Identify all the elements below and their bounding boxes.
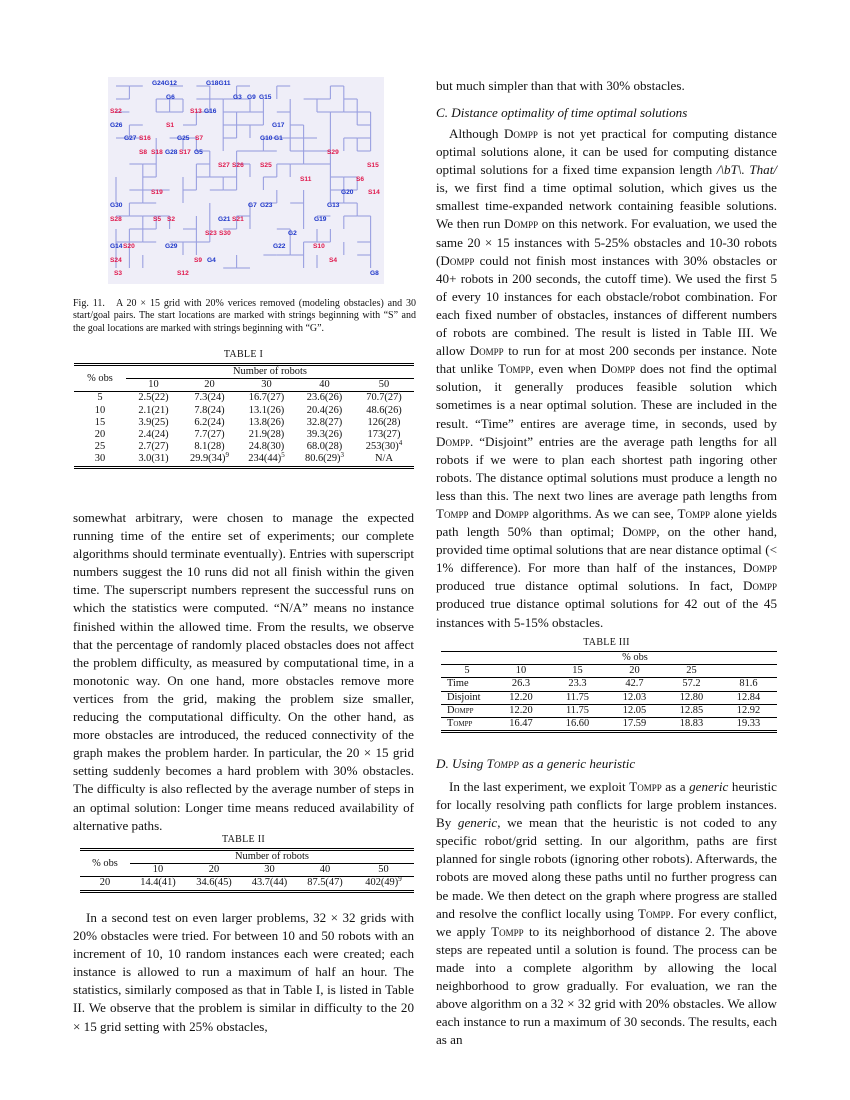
- goal-label: G15: [259, 94, 272, 101]
- table1-group-header: Number of robots: [126, 365, 414, 379]
- start-label: S10: [313, 243, 325, 250]
- table3-row-label: Dompp: [441, 704, 493, 717]
- table3-cell: 12.20: [493, 691, 549, 704]
- table3-cell: 57.2: [663, 678, 720, 691]
- table2-row: [80, 877, 414, 891]
- figure-caption-text: A 20 × 15 grid with 20% verices removed (modeling obstacles) and 30 start/goal pairs. The start locations are marked with strings beginning with “S” and the goal locations are marked with strings beginning with “G”.: [73, 298, 417, 334]
- start-label: S12: [177, 270, 189, 277]
- table1-cell: 13.1(26): [248, 404, 285, 416]
- table3-row: [441, 678, 777, 691]
- start-label: S17: [179, 149, 191, 156]
- table3-col-15: 15: [549, 665, 606, 678]
- table3-cell: 12.05: [606, 704, 663, 717]
- table2-row-label: 20: [80, 877, 130, 891]
- right-paragraph-2: In the last experiment, we exploit Tompp as a generic heuristic for locally resolving path conflicts for large problem instances. By generic, we mean that the heuristic is not coded to any specific robot/grid setting. In our algorithm, paths are first planned for single robots (ignoring other robots). Afterwards, the robots are moved along these paths until no further progress can be made. We then detect on the graph where progress are stalled and resolve the conflict locally using Tompp. For every conflict, we apply Tompp to its neighborhood of distance 2. The above steps are repeated until a solution is found. The process can be made into a complete algorithm by allowing the local neighborhood to grow gradually. For evaluation, we ran the above algorithm on a 32 × 32 grid with 20% obstacles. We allow each instance to run a maximum of 30 seconds. The results, each as an: [436, 779, 777, 1048]
- figure-caption-prefix: Fig. 11.: [73, 298, 105, 309]
- table3-row-label: Disjoint: [441, 691, 493, 704]
- goal-label: G17: [272, 122, 285, 129]
- section-d-heading: D. Using Tompp as a generic heuristic: [436, 756, 636, 771]
- table3-cell: 23.3: [549, 678, 606, 691]
- start-label: S13: [190, 108, 202, 115]
- goal-label: G18G11: [206, 80, 231, 87]
- table3-row: [441, 704, 777, 717]
- table1-col-40: 40: [319, 379, 330, 391]
- right-paragraph-1: Although Dompp is not yet practical for computing distance optimal solutions alone, it can be used for computing distance optimal solutions for a fixed time expansion length /\bT\. That/ is, we first find a time optimal solution, which gives us the smallest time-expanded network containing feasible solutions. We then run Dompp on this network. For evaluation, we used the same 20 × 15 instances with 5-25% obstacles and 10-30 robots (Dompp could not finish most instances with 30% obstacles or 40+ robots in 200 seconds, the cutoff time). We used the first 5 of every 10 instances for each obstacle/robot combination. For each fixed number of obstacles, instances of different numbers of robots are combined. The result is listed in Table III. We allow Dompp to run for at most 200 seconds per instance. Note that unlike Tompp, even when Dompp does not find the optimal solution, it generally produces feasible solution which sometimes is a near optimal solution. These are included in the result. “Time” entires are average time, in seconds, used by Dompp. “Disjoint” entries are the average path lengths for all robots if we were to plan each shortest path ingoring other robots. The distance optimal solutions must produce a length no less than this. The next two lines are average path lengths from Tompp and Dompp algorithms. As we can see, Tompp alone yields path length 50% than optimal; Dompp, on the other hand, provided time optimal solutions that are near distance optimal (< 1% difference). For more than half of the instances, Dompp produced true distance optimal solutions. In fact, Dompp produced true distance optimal solutions for 42 out of the 45 instances with 5-15% obstacles.: [436, 126, 778, 630]
- table1-cell: 173(27): [367, 429, 401, 441]
- right-paragraph-0: but much simpler than that with 30% obstacles.: [436, 78, 685, 93]
- table1-row: [74, 405, 414, 417]
- goal-label: G9: [247, 94, 256, 101]
- goal-label: G23: [260, 202, 273, 209]
- table3-col-5: 5: [441, 665, 493, 678]
- start-label: S3: [114, 270, 123, 277]
- goal-label: G30: [110, 202, 123, 209]
- start-label: S2: [167, 216, 176, 223]
- goal-label: G29: [165, 243, 178, 250]
- table1-cell: 7.8(24): [194, 404, 225, 416]
- start-label: S11: [300, 176, 312, 183]
- start-label: S4: [329, 257, 338, 264]
- table1-cell: N/A: [354, 453, 414, 467]
- start-label: S21: [232, 216, 244, 223]
- start-label: S24: [110, 257, 122, 264]
- table1-col-20: 20: [204, 379, 215, 391]
- table3-cell: 11.75: [549, 704, 606, 717]
- table1-cell: 13.8(26): [248, 416, 285, 428]
- table3-cell: 42.7: [606, 678, 663, 691]
- table1-cell: $234(44)^5$: [238, 453, 295, 467]
- start-label: S16: [139, 135, 151, 142]
- table1-cell: 16.7(27): [238, 392, 295, 405]
- start-label: S19: [151, 189, 163, 196]
- goal-label: G26: [110, 122, 123, 129]
- table1-cell: $253(30)^4$: [365, 439, 403, 453]
- table1-row-label: 15: [94, 416, 106, 428]
- start-label: S23: [205, 230, 217, 237]
- table1-row: [74, 417, 414, 429]
- table3-row: [441, 718, 777, 732]
- table2-cell: $402(49)^9$: [353, 877, 414, 891]
- table1-cell: 2.7(27): [138, 441, 169, 453]
- table3-cell: 12.85: [663, 704, 720, 717]
- table1: [74, 363, 414, 469]
- table3-cell: 26.3: [493, 678, 549, 691]
- table2-cell: 34.6(45): [186, 877, 242, 891]
- table1-cell: 6.2(24): [194, 416, 225, 428]
- goal-label: G5: [194, 149, 203, 156]
- start-label: S27: [218, 162, 230, 169]
- goal-label: G4: [207, 257, 216, 264]
- grid-figure: [108, 77, 384, 284]
- grid-graph: [108, 77, 384, 284]
- table1-cell: 21.9(28): [248, 429, 285, 441]
- start-label: S1: [166, 122, 175, 129]
- figure-caption: [73, 298, 416, 335]
- goal-label: G16: [204, 108, 217, 115]
- left-paragraph-1: somewhat arbitrary, were chosen to manage the expected running time of the entire set of experiments; our complete algorithms should terminate eventually). Entries with superscript numbers suggest the 10 runs did not all finish within the given time. The superscript numbers represent the successful runs on which the statistics were computed. “N/A” means no instance finished within the allowed time. From the results, we observe that the percentage of randomly placed obstacles does not affect the problem difficulty, as measured by computational time, in a monotonic way. On one hand, more obstacles remove more vertices from the grid, making the problem size smaller, reducing the computational difficulty. On the other hand, as more obstacles are introduced, the reduced connectivity of the graph makes the problem harder. In particular, the 20 × 15 grid setting suddenly becomes a hard problem with 30% obstacles. The difficulty is also reflected by the average number of steps in an optimal solution: Longer time means reduced availability of alternative paths.: [73, 510, 414, 833]
- table3-row: [441, 691, 777, 704]
- table3-cell: 12.20: [493, 704, 549, 717]
- table2-col-30: 30: [264, 864, 275, 876]
- table3-row-label: Tompp: [441, 718, 493, 732]
- table1-row-label: 10: [94, 404, 106, 416]
- table2-group-header: Number of robots: [130, 850, 414, 864]
- goal-label: G22: [273, 243, 286, 250]
- goal-label: G28: [165, 149, 178, 156]
- table3-cell: 17.59: [606, 718, 663, 732]
- table1-cell: 2.1(21): [138, 404, 169, 416]
- table1-row: [74, 453, 414, 467]
- goal-label: G25: [177, 135, 190, 142]
- table1-row-label: 25: [94, 441, 106, 453]
- table1-cell: $29.9(34)^9$: [181, 453, 238, 467]
- table3-cell: 81.6: [720, 678, 777, 691]
- table1-row-label: 5: [74, 392, 126, 405]
- goal-label: G1: [274, 135, 283, 142]
- start-label: S14: [368, 189, 380, 196]
- table1-cell: 39.3(26): [306, 429, 343, 441]
- table1-row-label: 20: [94, 429, 106, 441]
- start-label: S22: [110, 108, 122, 115]
- table2-cell: 87.5(47): [297, 877, 353, 891]
- goal-label: G10: [260, 135, 273, 142]
- table3-cell: 16.60: [549, 718, 606, 732]
- table3-col-25: 25: [663, 665, 720, 678]
- table1-cell: 48.6(26): [366, 404, 402, 416]
- table1-cell: 3.9(25): [138, 416, 169, 428]
- table1-cell: 70.7(27): [354, 392, 414, 405]
- table1-cell: 68.0(28): [306, 441, 343, 453]
- start-label: S5: [153, 216, 162, 223]
- table1-cell: 2.4(24): [138, 429, 169, 441]
- table1-cell: 24.8(30): [248, 441, 285, 453]
- start-label: S28: [110, 216, 122, 223]
- start-label: S25: [260, 162, 272, 169]
- table1-corner: % obs: [74, 365, 126, 392]
- table3-cell: 18.83: [663, 718, 720, 732]
- start-label: S9: [194, 257, 203, 264]
- table2-corner: % obs: [80, 850, 130, 877]
- table1-cell: 7.3(24): [181, 392, 238, 405]
- goal-label: G3: [233, 94, 242, 101]
- table3-cell: 12.92: [720, 704, 777, 717]
- start-label: S15: [367, 162, 379, 169]
- table2-cell: 14.4(41): [130, 877, 186, 891]
- start-label: S20: [123, 243, 135, 250]
- table2-col-50: 50: [378, 864, 389, 876]
- goal-label: G14: [110, 243, 123, 250]
- goal-label: G19: [314, 216, 327, 223]
- table1-cell: 8.1(28): [194, 441, 225, 453]
- table3-title: TABLE III: [583, 637, 630, 648]
- start-label: S26: [232, 162, 244, 169]
- start-label: S7: [195, 135, 204, 142]
- table2-title: TABLE II: [222, 834, 265, 845]
- table1-cell: 20.4(26): [306, 404, 343, 416]
- goal-label: G13: [327, 202, 340, 209]
- goal-label: G6: [166, 94, 175, 101]
- table3-row-label: Time: [441, 678, 493, 691]
- table1-cell: 126(28): [367, 416, 401, 428]
- table3-cell: 12.03: [606, 691, 663, 704]
- start-label: S30: [219, 230, 231, 237]
- table2: [80, 848, 414, 893]
- table2-col-10: 10: [152, 864, 164, 876]
- table1-col-10: 10: [148, 379, 159, 391]
- table1-row: [74, 429, 414, 441]
- table3-col-10: 10: [493, 665, 549, 678]
- table1-cell: 2.5(22): [126, 392, 181, 405]
- table3-cell: 12.84: [720, 691, 777, 704]
- table3: [441, 651, 777, 733]
- goal-label: G20: [341, 189, 354, 196]
- table2-col-40: 40: [319, 864, 331, 876]
- start-label: S8: [139, 149, 148, 156]
- goal-label: G7: [248, 202, 257, 209]
- table3-col-20: 20: [606, 665, 663, 678]
- table3-cell: 12.80: [663, 691, 720, 704]
- table1-row-label: 30: [74, 453, 126, 467]
- table1-row: [74, 392, 414, 405]
- table3-cell: 11.75: [549, 691, 606, 704]
- table1-title: TABLE I: [223, 349, 264, 360]
- table1-cell: 3.0(31): [126, 453, 181, 467]
- table1-row: [74, 441, 414, 453]
- table1-cell: $80.6(29)^3$: [295, 453, 354, 467]
- goal-label: G21: [218, 216, 231, 223]
- start-label: S6: [356, 176, 365, 183]
- goal-label: G2: [288, 230, 297, 237]
- table2-col-20: 20: [208, 864, 220, 876]
- table1-col-50: 50: [378, 379, 390, 391]
- table3-group-header: % obs: [493, 652, 777, 665]
- table2-cell: 43.7(44): [242, 877, 297, 891]
- table1-col-30: 30: [261, 379, 272, 391]
- table3-cell: 16.47: [493, 718, 549, 732]
- left-paragraph-2: In a second test on even larger problems, 32 × 32 grids with 20% obstacles were tried. For between 10 and 50 robots with an increment of 10, 10 random instances each were created; each instance is allowed to run a maximum of half an hour. The statistics, similarly composed as that in Table I, is listed in Table II. We observe that the problem is similar in difficulty to the 20 × 15 grid setting with 25% obstacles,: [73, 910, 414, 1034]
- table1-cell: 23.6(26): [295, 392, 354, 405]
- table1-cell: 7.7(27): [194, 429, 225, 441]
- table3-cell: 19.33: [720, 718, 777, 732]
- goal-label: G24G12: [152, 80, 177, 87]
- start-label: S29: [327, 149, 339, 156]
- start-label: S18: [151, 149, 163, 156]
- goal-label: G27: [124, 135, 137, 142]
- table1-cell: 32.8(27): [306, 416, 343, 428]
- goal-label: G8: [370, 270, 379, 277]
- section-c-heading: C. Distance optimality of time optimal solutions: [436, 105, 688, 120]
